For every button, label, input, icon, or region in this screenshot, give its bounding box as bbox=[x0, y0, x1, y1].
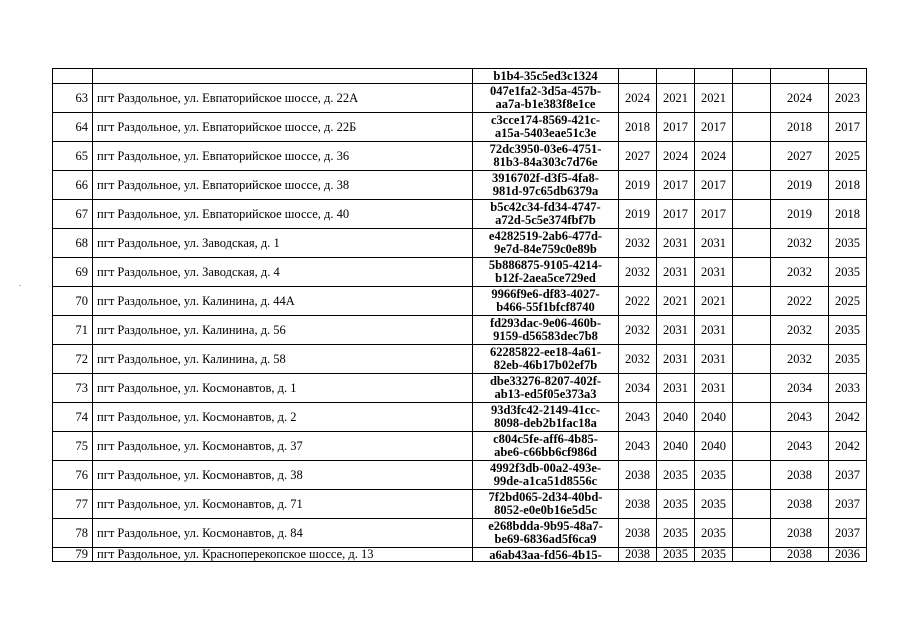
year-cell: 2018 bbox=[619, 113, 657, 142]
guid-line-1: 9966f9e6-df83-4027- bbox=[491, 287, 600, 301]
year-cell: 2018 bbox=[829, 200, 867, 229]
year-cell: 2032 bbox=[619, 345, 657, 374]
year-cell: 2040 bbox=[695, 432, 733, 461]
year-cell: 2023 bbox=[829, 84, 867, 113]
year-cell: 2034 bbox=[619, 374, 657, 403]
year-cell bbox=[657, 69, 695, 84]
address-cell: пгт Раздольное, ул. Заводская, д. 1 bbox=[93, 229, 473, 258]
year-cell: 2031 bbox=[657, 345, 695, 374]
year-cell: 2027 bbox=[619, 142, 657, 171]
guid-cell bbox=[473, 113, 619, 142]
table-row bbox=[53, 258, 867, 287]
guid-cell bbox=[473, 374, 619, 403]
year-cell bbox=[733, 229, 771, 258]
guid-line-2: aa7a-b1e383f8e1ce bbox=[495, 97, 596, 111]
year-cell: 2024 bbox=[657, 142, 695, 171]
address-cell: пгт Раздольное, ул. Космонавтов, д. 71 bbox=[93, 490, 473, 519]
year-cell: 2031 bbox=[657, 374, 695, 403]
guid-line-1: fd293dac-9e06-460b- bbox=[489, 316, 602, 330]
year-cell: 2017 bbox=[829, 113, 867, 142]
guid-line-1: b5c42c34-fd34-4747- bbox=[490, 200, 601, 214]
year-cell: 2025 bbox=[829, 142, 867, 171]
address-cell: пгт Раздольное, ул. Космонавтов, д. 84 bbox=[93, 519, 473, 548]
year-cell: 2035 bbox=[657, 519, 695, 548]
year-cell bbox=[733, 69, 771, 84]
guid-line-1: 7f2bd065-2d34-40bd- bbox=[488, 490, 603, 504]
year-cell: 2022 bbox=[771, 287, 829, 316]
address-cell: пгт Раздольное, ул. Космонавтов, д. 38 bbox=[93, 461, 473, 490]
guid-line-1: c804c5fe-aff6-4b85- bbox=[493, 432, 598, 446]
guid-line-2: 981d-97c65db6379a bbox=[492, 184, 599, 198]
table-row bbox=[53, 113, 867, 142]
address-cell: пгт Раздольное, ул. Евпаторийское шоссе, д. 22А bbox=[93, 84, 473, 113]
year-cell: 2043 bbox=[771, 403, 829, 432]
guid-cell: b1b4-35c5ed3c1324 bbox=[473, 69, 619, 84]
year-cell: 2038 bbox=[619, 461, 657, 490]
year-cell bbox=[733, 171, 771, 200]
year-cell bbox=[733, 142, 771, 171]
address-cell: пгт Раздольное, ул. Калинина, д. 44А bbox=[93, 287, 473, 316]
table-row bbox=[53, 171, 867, 200]
guid-line-1: 62285822-ee18-4a61- bbox=[489, 345, 602, 359]
guid-cell bbox=[473, 84, 619, 113]
row-number: 63 bbox=[53, 84, 93, 113]
year-cell: 2027 bbox=[771, 142, 829, 171]
year-cell: 2038 bbox=[619, 490, 657, 519]
year-cell bbox=[695, 69, 733, 84]
year-cell bbox=[733, 316, 771, 345]
guid-line-1: e4282519-2ab6-477d- bbox=[488, 229, 603, 243]
year-cell bbox=[733, 490, 771, 519]
year-cell: 2035 bbox=[829, 258, 867, 287]
year-cell: 2022 bbox=[619, 287, 657, 316]
year-cell: 2035 bbox=[829, 229, 867, 258]
year-cell: 2042 bbox=[829, 432, 867, 461]
table-row bbox=[53, 316, 867, 345]
address-cell: пгт Раздольное, ул. Евпаторийское шоссе, д. 38 bbox=[93, 171, 473, 200]
year-cell: 2032 bbox=[771, 229, 829, 258]
year-cell: 2017 bbox=[695, 113, 733, 142]
row-number: 78 bbox=[53, 519, 93, 548]
year-cell bbox=[733, 84, 771, 113]
guid-cell bbox=[473, 345, 619, 374]
guid-line-2: b466-55f1bfcf8740 bbox=[496, 300, 595, 314]
year-cell: 2032 bbox=[619, 316, 657, 345]
guid-cell: a6ab43aa-fd56-4b15- bbox=[473, 548, 619, 562]
year-cell: 2031 bbox=[695, 345, 733, 374]
address-cell: пгт Раздольное, ул. Заводская, д. 4 bbox=[93, 258, 473, 287]
year-cell: 2037 bbox=[829, 519, 867, 548]
table-row bbox=[53, 490, 867, 519]
year-cell bbox=[733, 113, 771, 142]
guid-cell bbox=[473, 519, 619, 548]
year-cell: 2025 bbox=[829, 287, 867, 316]
year-cell bbox=[733, 519, 771, 548]
year-cell: 2017 bbox=[657, 200, 695, 229]
table-row bbox=[53, 461, 867, 490]
year-cell: 2032 bbox=[771, 316, 829, 345]
guid-line-2: be69-6836ad5f6ca9 bbox=[494, 532, 597, 546]
year-cell: 2021 bbox=[657, 287, 695, 316]
year-cell: 2019 bbox=[771, 171, 829, 200]
address-cell: пгт Раздольное, ул. Красноперекопское шоссе, д. 13 bbox=[93, 548, 473, 562]
guid-line-2: 81b3-84a303c7d76e bbox=[493, 155, 598, 169]
address-cell: пгт Раздольное, ул. Евпаторийское шоссе, д. 40 bbox=[93, 200, 473, 229]
year-cell: 2031 bbox=[695, 258, 733, 287]
year-cell: 2038 bbox=[619, 548, 657, 562]
year-cell: 2017 bbox=[695, 200, 733, 229]
year-cell: 2043 bbox=[771, 432, 829, 461]
year-cell: 2021 bbox=[695, 287, 733, 316]
year-cell: 2038 bbox=[771, 461, 829, 490]
year-cell: 2031 bbox=[695, 316, 733, 345]
address-cell: пгт Раздольное, ул. Калинина, д. 56 bbox=[93, 316, 473, 345]
guid-cell bbox=[473, 200, 619, 229]
year-cell bbox=[733, 345, 771, 374]
guid-line-1: dbe33276-8207-402f- bbox=[489, 374, 602, 388]
year-cell: 2021 bbox=[695, 84, 733, 113]
guid-cell bbox=[473, 258, 619, 287]
year-cell: 2031 bbox=[695, 374, 733, 403]
guid-line-2: 99de-a1ca51d8556c bbox=[493, 474, 598, 488]
guid-line-1: e268bdda-9b95-48a7- bbox=[488, 519, 603, 533]
year-cell bbox=[733, 548, 771, 562]
guid-line-2: 9159-d56583dec7b8 bbox=[493, 329, 598, 343]
guid-line-1: 5b886875-9105-4214- bbox=[488, 258, 603, 272]
row-number: 77 bbox=[53, 490, 93, 519]
address-cell bbox=[93, 69, 473, 84]
guid-line-2: a15a-5403eae51c3e bbox=[494, 126, 597, 140]
year-cell: 2037 bbox=[829, 490, 867, 519]
guid-line-2: ab13-ed5f05e373a3 bbox=[494, 387, 597, 401]
year-cell: 2043 bbox=[619, 403, 657, 432]
year-cell bbox=[829, 69, 867, 84]
row-number: 71 bbox=[53, 316, 93, 345]
year-cell: 2034 bbox=[771, 374, 829, 403]
year-cell: 2035 bbox=[695, 519, 733, 548]
year-cell: 2017 bbox=[657, 113, 695, 142]
year-cell bbox=[733, 200, 771, 229]
address-cell: пгт Раздольное, ул. Космонавтов, д. 2 bbox=[93, 403, 473, 432]
year-cell: 2032 bbox=[619, 258, 657, 287]
year-cell: 2035 bbox=[657, 490, 695, 519]
year-cell: 2019 bbox=[771, 200, 829, 229]
year-cell bbox=[619, 69, 657, 84]
year-cell: 2042 bbox=[829, 403, 867, 432]
year-cell: 2037 bbox=[829, 461, 867, 490]
year-cell bbox=[733, 287, 771, 316]
table-row bbox=[53, 200, 867, 229]
guid-line-2: 82eb-46b17b02ef7b bbox=[493, 358, 598, 372]
row-number: 67 bbox=[53, 200, 93, 229]
guid-line-2: abe6-c66bb6cf986d bbox=[494, 445, 597, 459]
row-number: 73 bbox=[53, 374, 93, 403]
year-cell: 2019 bbox=[619, 200, 657, 229]
year-cell bbox=[733, 461, 771, 490]
guid-line-2: a72d-5c5e374fbf7b bbox=[495, 213, 596, 227]
year-cell bbox=[733, 403, 771, 432]
guid-line-1: 72dc3950-03e6-4751- bbox=[489, 142, 602, 156]
table-row bbox=[53, 403, 867, 432]
row-number bbox=[53, 69, 93, 84]
year-cell: 2040 bbox=[657, 403, 695, 432]
row-number: 65 bbox=[53, 142, 93, 171]
year-cell: 2031 bbox=[695, 229, 733, 258]
year-cell: 2031 bbox=[657, 258, 695, 287]
year-cell: 2035 bbox=[829, 316, 867, 345]
table-row bbox=[53, 432, 867, 461]
table-row bbox=[53, 287, 867, 316]
guid-cell bbox=[473, 490, 619, 519]
year-cell: 2040 bbox=[695, 403, 733, 432]
table-row bbox=[53, 229, 867, 258]
year-cell: 2019 bbox=[619, 171, 657, 200]
guid-cell bbox=[473, 461, 619, 490]
year-cell bbox=[733, 258, 771, 287]
table-row bbox=[53, 374, 867, 403]
year-cell: 2031 bbox=[657, 229, 695, 258]
row-number: 70 bbox=[53, 287, 93, 316]
year-cell: 2033 bbox=[829, 374, 867, 403]
year-cell: 2018 bbox=[829, 171, 867, 200]
guid-line-2: 9e7d-84e759c0e89b bbox=[494, 242, 597, 256]
guid-cell bbox=[473, 229, 619, 258]
year-cell: 2035 bbox=[829, 345, 867, 374]
table-row bbox=[53, 84, 867, 113]
row-number: 66 bbox=[53, 171, 93, 200]
year-cell: 2038 bbox=[771, 490, 829, 519]
row-number: 69 bbox=[53, 258, 93, 287]
housing-register-table bbox=[52, 68, 867, 562]
guid-line-1: 93d3fc42-2149-41cc- bbox=[491, 403, 600, 417]
row-number: 68 bbox=[53, 229, 93, 258]
row-number: 64 bbox=[53, 113, 93, 142]
year-cell: 2024 bbox=[771, 84, 829, 113]
year-cell bbox=[733, 432, 771, 461]
year-cell: 2035 bbox=[695, 490, 733, 519]
guid-line-2: 8098-deb2b1fac18a bbox=[494, 416, 597, 430]
year-cell: 2038 bbox=[771, 519, 829, 548]
guid-line-1: 047e1fa2-3d5a-457b- bbox=[489, 84, 602, 98]
address-cell: пгт Раздольное, ул. Космонавтов, д. 1 bbox=[93, 374, 473, 403]
row-number: 79 bbox=[53, 548, 93, 562]
year-cell: 2035 bbox=[695, 548, 733, 562]
guid-cell bbox=[473, 287, 619, 316]
year-cell: 2032 bbox=[619, 229, 657, 258]
year-cell: 2036 bbox=[829, 548, 867, 562]
year-cell: 2024 bbox=[619, 84, 657, 113]
guid-line-1: 3916702f-d3f5-4fa8- bbox=[492, 171, 599, 185]
year-cell: 2032 bbox=[771, 258, 829, 287]
year-cell: 2038 bbox=[771, 548, 829, 562]
table-row bbox=[53, 548, 867, 562]
guid-line-2: b12f-2aea5ce729ed bbox=[495, 271, 596, 285]
year-cell: 2031 bbox=[657, 316, 695, 345]
year-cell: 2032 bbox=[771, 345, 829, 374]
margin-mark: . bbox=[19, 279, 21, 288]
address-cell: пгт Раздольное, ул. Евпаторийское шоссе, д. 36 bbox=[93, 142, 473, 171]
year-cell: 2024 bbox=[695, 142, 733, 171]
year-cell: 2035 bbox=[657, 548, 695, 562]
table-row bbox=[53, 69, 867, 84]
table-row bbox=[53, 142, 867, 171]
guid-line-1: 4992f3db-00a2-493e- bbox=[489, 461, 602, 475]
address-cell: пгт Раздольное, ул. Космонавтов, д. 37 bbox=[93, 432, 473, 461]
year-cell: 2038 bbox=[619, 519, 657, 548]
year-cell: 2035 bbox=[657, 461, 695, 490]
year-cell: 2040 bbox=[657, 432, 695, 461]
year-cell bbox=[771, 69, 829, 84]
year-cell: 2021 bbox=[657, 84, 695, 113]
guid-cell bbox=[473, 403, 619, 432]
year-cell: 2017 bbox=[657, 171, 695, 200]
guid-cell bbox=[473, 316, 619, 345]
row-number: 76 bbox=[53, 461, 93, 490]
year-cell: 2043 bbox=[619, 432, 657, 461]
year-cell: 2017 bbox=[695, 171, 733, 200]
row-number: 72 bbox=[53, 345, 93, 374]
guid-line-2: 8052-e0e0b16e5d5c bbox=[494, 503, 597, 517]
table-row bbox=[53, 519, 867, 548]
guid-line-1: c3cce174-8569-421c- bbox=[491, 113, 600, 127]
address-cell: пгт Раздольное, ул. Евпаторийское шоссе, д. 22Б bbox=[93, 113, 473, 142]
year-cell: 2018 bbox=[771, 113, 829, 142]
guid-cell bbox=[473, 432, 619, 461]
row-number: 75 bbox=[53, 432, 93, 461]
year-cell bbox=[733, 374, 771, 403]
guid-cell bbox=[473, 142, 619, 171]
row-number: 74 bbox=[53, 403, 93, 432]
year-cell: 2035 bbox=[695, 461, 733, 490]
address-cell: пгт Раздольное, ул. Калинина, д. 58 bbox=[93, 345, 473, 374]
guid-cell bbox=[473, 171, 619, 200]
table-row bbox=[53, 345, 867, 374]
